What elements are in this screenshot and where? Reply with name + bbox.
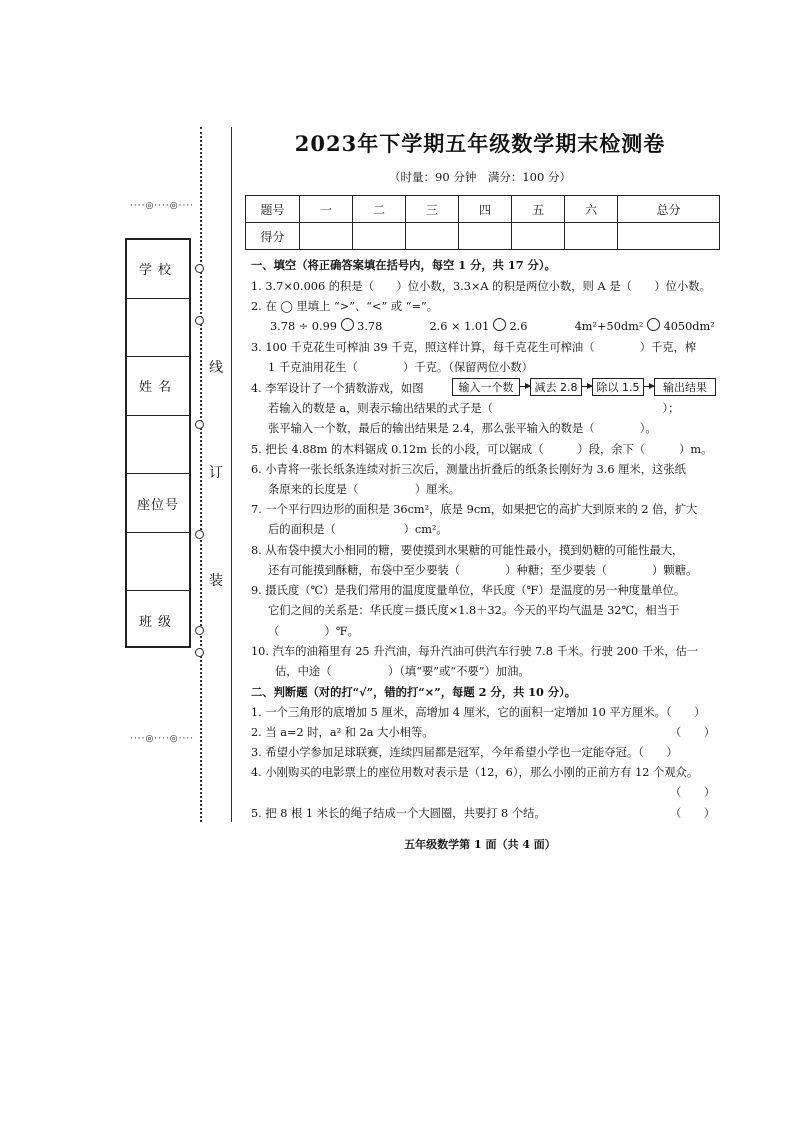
score-cell[interactable]: [300, 223, 353, 250]
binding-ring: [195, 530, 204, 539]
binding-ring: [195, 420, 204, 429]
score-table: [245, 195, 720, 250]
section2-heading: 二、判断题（对的打“√”，错的打“×”，每题 2 分，共 10 分）。: [251, 685, 577, 699]
binding-cut-line: [231, 127, 232, 822]
flow-arrow: [520, 386, 530, 387]
score-cell[interactable]: [565, 223, 618, 250]
class-label: 班级: [138, 615, 177, 631]
score-header-cell: 三: [406, 196, 459, 223]
binding-ring: [195, 626, 204, 635]
judge-question-4: 4. 小刚购买的电影票上的座位用数对表示是（12，6），那么小刚的正前方有 12 个观众。: [251, 766, 699, 779]
score-table-score-row: [246, 223, 720, 250]
score-cell[interactable]: [459, 223, 512, 250]
question-1-4-line3: 张平输入一个数，最后的输出结果是 2.4，那么张平输入的数是（ ）。: [268, 422, 657, 435]
compare-circle[interactable]: [341, 318, 354, 331]
question-1-9-line1: 9. 摄氏度（℃）是我们常用的温度度量单位，华氏度（℉）是温度的另一种度量单位。: [251, 584, 686, 597]
compare-left-2: 2.6 × 1.01: [429, 320, 490, 333]
compare-right-3: 4050dm²: [663, 320, 715, 333]
score-table-header-row: [246, 196, 720, 223]
flow-step-subtract: 减去 2.8: [530, 378, 582, 396]
score-header-cell: 总分: [618, 196, 720, 223]
question-1-7-line1: 7. 一个平行四边形的面积是 36cm²，底是 9cm，如果把它的高扩大到原来的 2 倍，扩大: [251, 503, 698, 516]
score-header-cell: 题号: [246, 196, 300, 223]
compare-right-1: 3.78: [357, 320, 383, 333]
name-field[interactable]: [127, 416, 189, 475]
judge-question-5: 5. 把 8 根 1 米长的绳子结成一个大圆圈，共要打 8 个结。: [251, 807, 546, 820]
score-cell[interactable]: [618, 223, 720, 250]
score-row-label: 得分: [246, 223, 300, 250]
question-1-4-line2: 若输入的数是 a，则表示输出结果的式子是（ ）；: [268, 402, 680, 415]
question-1-2: 2. 在 ◯ 里填上 “>”、“<” 或 “=”。: [251, 300, 439, 313]
binding-dots-bottom: ····◎····◎····: [130, 734, 195, 744]
binding-dotted-line: [200, 127, 202, 822]
compare-right-2: 2.6: [509, 320, 528, 333]
judge-question-3: 3. 希望小学参加足球联赛，连续四届都是冠军，今年希望小学也一定能夺冠。（ ）: [251, 746, 678, 759]
question-1-7-line2: 后的面积是（ ）cm²。: [268, 523, 448, 536]
exam-title: 2023年下学期五年级数学期末检测卷: [294, 131, 666, 156]
student-info-box: [125, 238, 191, 648]
score-header-cell: 五: [512, 196, 565, 223]
score-cell[interactable]: [512, 223, 565, 250]
compare-left-1: 3.78 ÷ 0.99: [270, 320, 337, 333]
answer-paren[interactable]: （ ）: [670, 807, 716, 820]
section1-heading: 一、填空（将正确答案填在括号内，每空 1 分，共 17 分）。: [251, 258, 556, 272]
flow-arrow: [644, 386, 654, 387]
question-1-3-line2: 1 千克油用花生（ ）千克。（保留两位小数）: [268, 361, 533, 374]
question-1-2-items: [270, 318, 715, 333]
score-header-cell: 一: [300, 196, 353, 223]
question-1-1: 1. 3.7×0.006 的积是（ ）位小数，3.3×A 的积是两位小数，则 A 是（ ）位小数。: [251, 280, 711, 293]
judge-question-2: 2. 当 a=2 时，a² 和 2a 大小相等。: [251, 726, 434, 739]
question-1-3-line1: 3. 100 千克花生可榨油 39 千克，照这样计算，每千克花生可榨油（ ）千克，榨: [251, 341, 697, 354]
school-label: 学校: [127, 240, 189, 299]
question-1-4-line1: 4. 李军设计了一个猜数游戏，如图: [251, 382, 424, 395]
question-1-10-line1: 10. 汽车的油箱里有 25 升汽油，每升汽油可供汽车行驶 7.8 千米。行驶 200 千米，估一: [251, 645, 699, 658]
score-header-cell: 六: [565, 196, 618, 223]
cut-char-xian: 线: [209, 360, 223, 376]
binding-dots-top: ····◎····◎····: [130, 201, 195, 211]
compare-circle[interactable]: [493, 318, 506, 331]
answer-paren[interactable]: （ ）: [670, 726, 716, 739]
score-header-cell: 四: [459, 196, 512, 223]
seat-field[interactable]: [127, 533, 189, 592]
cut-char-ding: 订: [209, 465, 223, 481]
question-1-5: 5. 把长 4.88m 的木料锯成 0.12m 长的小段，可以锯成（ ）段，余下（ ）m。: [251, 443, 713, 456]
binding-ring: [195, 316, 204, 325]
question-1-10-line2: 估，中途（ ）（填“要”或“不要”）加油。: [275, 665, 530, 678]
flow-step-divide: 除以 1.5: [592, 378, 644, 396]
answer-paren[interactable]: （ ）: [670, 786, 716, 799]
flow-arrow: [582, 386, 592, 387]
cut-char-zhuang: 装: [209, 573, 223, 589]
score-cell[interactable]: [406, 223, 459, 250]
page-footer: 五年级数学第 1 面（共 4 面）: [404, 838, 556, 851]
flow-step-output: 输出结果: [654, 378, 716, 396]
name-label: 姓名: [127, 357, 189, 416]
question-1-6-line1: 6. 小青将一张长纸条连续对折三次后，测量出折叠后的纸条长刚好为 3.6 厘米，这张纸: [251, 463, 686, 476]
question-1-9-line2: 它们之间的关系是：华氏度＝摄氏度×1.8＋32。今天的平均气温是 32℃，相当于: [268, 604, 680, 617]
judge-question-1: 1. 一个三角形的底增加 5 厘米，高增加 4 厘米，它的面积一定增加 10 平方厘米。（ ）: [251, 706, 706, 719]
school-field[interactable]: [127, 299, 189, 358]
seat-label: 座位号: [127, 474, 189, 533]
score-cell[interactable]: [353, 223, 406, 250]
compare-circle[interactable]: [647, 318, 660, 331]
question-1-8-line2: 还有可能摸到酥糖，布袋中至少要装（ ）种糖；至少要装（ ）颗糖。: [268, 564, 698, 577]
score-header-cell: 二: [353, 196, 406, 223]
flow-step-input: 输入一个数: [452, 378, 520, 396]
compare-left-3: 4m²+50dm²: [574, 320, 644, 333]
exam-subtitle: （时量：90 分钟 满分：100 分）: [389, 170, 571, 184]
question-1-8-line1: 8. 从布袋中摸大小相同的糖，要使摸到水果糖的可能性最小，摸到奶糖的可能性最大，: [251, 544, 684, 557]
question-1-6-line2: 条原来的长度是（ ）厘米。: [268, 483, 461, 496]
question-1-9-line3: （ ）℉。: [268, 625, 359, 638]
binding-ring: [195, 264, 204, 273]
binding-ring: [195, 648, 204, 657]
